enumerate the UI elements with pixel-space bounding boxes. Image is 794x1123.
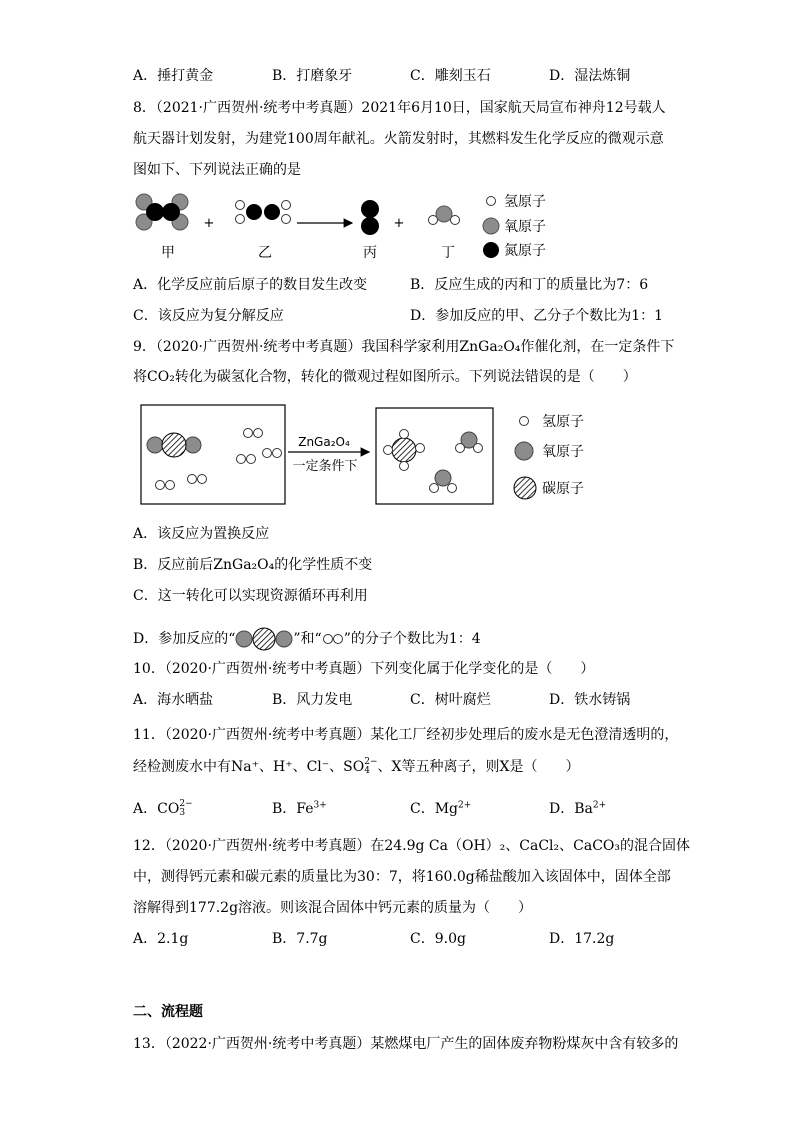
co2-molecule-icon	[235, 628, 293, 650]
q11-stem-line2	[133, 757, 579, 777]
q11-option-a-charge: 2−	[179, 799, 193, 809]
q11-option-b	[272, 799, 327, 819]
q8-label-bing: 丙	[363, 245, 377, 261]
q9-option-d-suffix: ”的分子个数比为1：4	[343, 631, 481, 647]
q9-h2o-molecule-1	[456, 432, 483, 453]
q11-option-a-text: A．CO	[133, 801, 180, 817]
h2-molecule-icon	[322, 633, 344, 645]
q11-option-b-charge: 3+	[313, 800, 327, 811]
q12-option-c: C．9.0g	[410, 931, 466, 947]
q9-ch4-molecule	[384, 430, 425, 471]
q9-legend-hydrogen: 氢原子	[542, 414, 584, 430]
q7-option-d: D．湿法炼铜	[549, 68, 631, 84]
q12-stem-line3: 溶解得到177.2g溶液。则该混合固体中钙元素的质量为（ ）	[133, 900, 533, 916]
q7-option-c: C．雕刻玉石	[410, 68, 491, 84]
q11-option-b-text: B．Fe	[272, 801, 314, 817]
q11-option-c-charge: 2+	[458, 800, 472, 811]
q8-reaction-diagram	[130, 190, 570, 265]
q9-option-d-prefix: D．参加反应的“	[133, 631, 236, 647]
q12-option-d: D．17.2g	[549, 931, 615, 947]
q11-option-c	[410, 799, 471, 819]
q12-option-a: A．2.1g	[133, 931, 189, 947]
q8-label-jia: 甲	[161, 245, 175, 261]
q9-h2o-molecule-2	[430, 470, 457, 493]
q10-option-b: B．风力发电	[272, 692, 353, 708]
q9-option-a: A．该反应为置换反应	[133, 526, 270, 542]
q8-option-b: B．反应生成的丙和丁的质量比为7：6	[410, 277, 649, 293]
q11-stem-prefix: 经检测废水中有Na⁺、H⁺、Cl⁻、SO	[133, 759, 365, 775]
q9-legend-oxygen: 氧原子	[542, 444, 584, 460]
q8-plus-1: +	[203, 216, 215, 231]
q11-option-d-charge: 2+	[592, 800, 607, 811]
q11-sulfate-charge: 2−	[364, 757, 378, 767]
q8-label-yi: 乙	[258, 245, 272, 261]
q9-stem-line2: 将CO₂转化为碳氢化合物，转化的微观过程如图所示。下列说法错误的是（ ）	[133, 369, 637, 385]
q11-option-d-text: D．Ba	[549, 801, 593, 817]
q9-co2-molecule	[147, 433, 201, 457]
q12-stem-line1: 12．（2020·广西贺州·统考中考真题）在24.9g Ca（OH）₂、CaCl₂、CaCO₃的混合固体	[133, 838, 691, 854]
q8-molecule-bing	[361, 200, 379, 235]
section-title-flow: 二、流程题	[133, 1004, 203, 1020]
q8-label-ding: 丁	[441, 245, 455, 261]
q11-stem-line1: 11．（2020·广西贺州·统考中考真题）某化工厂经初步处理后的废水是无色澄清透明的，	[133, 727, 679, 743]
q8-legend-nitrogen: 氮原子	[504, 243, 546, 259]
q8-plus-2: +	[393, 216, 405, 231]
q10-option-a: A．海水晒盐	[133, 692, 214, 708]
q10-option-d: D．铁水铸锅	[549, 692, 631, 708]
q11-sulfate-subscript: 4	[364, 766, 370, 776]
q8-option-c: C．该反应为复分解反应	[133, 308, 284, 324]
q7-option-b: B．打磨象牙	[272, 68, 353, 84]
legend-oxygen-icon	[483, 218, 499, 234]
q9-option-b: B．反应前后ZnGa₂O₄的化学性质不变	[133, 557, 373, 573]
q11-option-a	[133, 799, 193, 819]
q8-option-a: A．化学反应前后原子的数目发生改变	[133, 277, 368, 293]
q9-stem-line1: 9．（2020·广西贺州·统考中考真题）我国科学家利用ZnGa₂O₄作催化剂，在一定条件下	[133, 339, 675, 355]
q10-option-c: C．树叶腐烂	[410, 692, 491, 708]
q11-option-d	[549, 799, 606, 819]
q8-option-d: D．参加反应的甲、乙分子个数比为1：1	[410, 308, 664, 324]
q9-catalyst-label: ZnGa₂O₄	[298, 435, 350, 449]
q9-option-c: C．这一转化可以实现资源循环再利用	[133, 588, 368, 604]
legend-hydrogen-icon	[487, 197, 496, 206]
q13-stem-line1: 13．（2022·广西贺州·统考中考真题）某燃煤电厂产生的固体废弃物粉煤灰中含有较多的	[133, 1036, 679, 1052]
q9-condition-label: 一定条件下	[292, 459, 358, 474]
q9-reaction-diagram	[140, 404, 640, 507]
q8-legend-oxygen: 氧原子	[504, 219, 546, 235]
q9-legend-carbon: 碳原子	[542, 481, 584, 497]
q8-molecule-jia	[136, 194, 188, 230]
q10-stem: 10．（2020·广西贺州·统考中考真题）下列变化属于化学变化的是（ ）	[133, 661, 595, 677]
q12-stem-line2: 中，测得钙元素和碳元素的质量比为30：7，将160.0g稀盐酸加入该固体中，固体全部	[133, 869, 671, 885]
legend-carbon-icon	[514, 477, 536, 499]
q9-option-d-mid: ”和“	[293, 631, 322, 647]
q8-stem-line2: 航天器计划发射，为建党100周年献礼。火箭发射时，其燃料发生化学反应的微观示意	[133, 131, 664, 147]
legend-hydrogen-icon	[520, 417, 529, 426]
q8-legend-hydrogen: 氢原子	[504, 194, 546, 210]
q8-molecule-ding	[429, 206, 460, 225]
q8-molecule-yi	[236, 201, 291, 224]
q11-stem-suffix: 、X等五种离子，则X是（ ）	[377, 759, 580, 775]
legend-oxygen-icon	[515, 442, 533, 460]
q11-option-c-text: C．Mg	[410, 801, 459, 817]
q7-option-a: A．捶打黄金	[133, 68, 214, 84]
legend-nitrogen-icon	[483, 242, 499, 258]
q12-option-b: B．7.7g	[272, 931, 328, 947]
q11-option-a-subscript: 3	[179, 808, 186, 818]
q8-stem-line1: 8．（2021·广西贺州·统考中考真题）2021年6月10日，国家航天局宣布神舟12号载人	[133, 100, 666, 116]
q8-stem-line3: 图如下、下列说法正确的是	[133, 162, 301, 178]
q9-option-d	[133, 628, 481, 650]
